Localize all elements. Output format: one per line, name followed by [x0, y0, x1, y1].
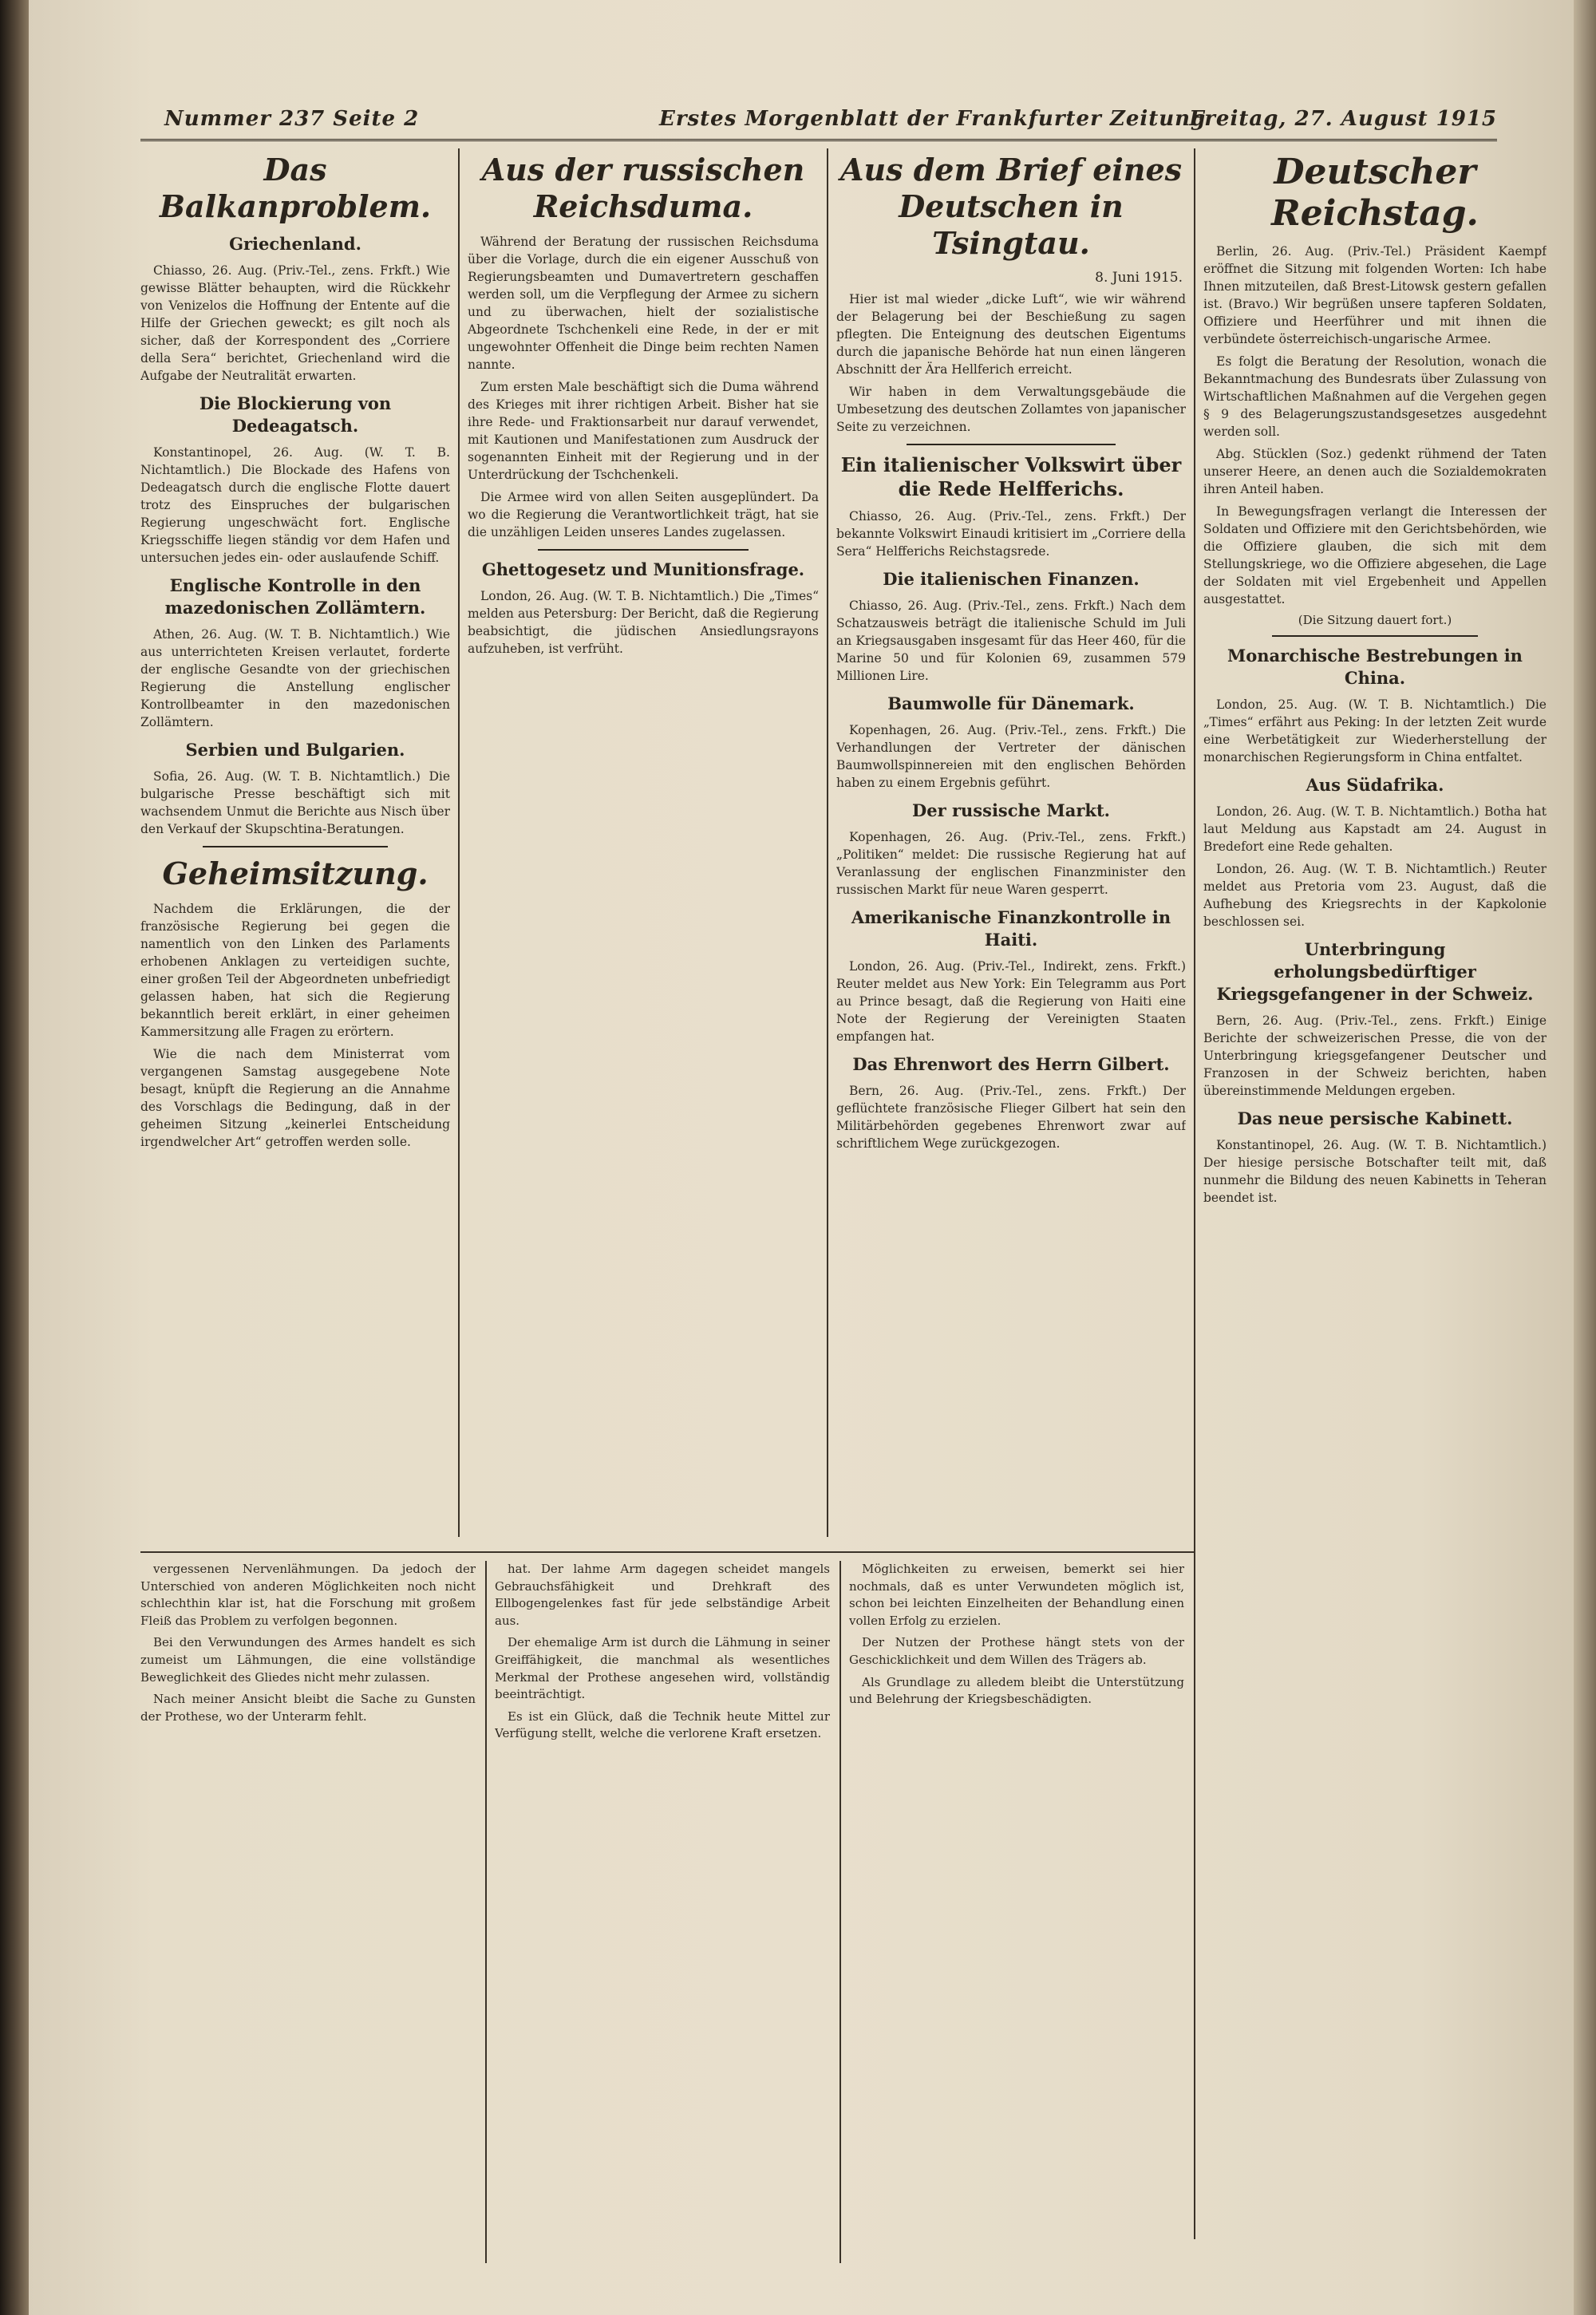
- article-paragraph: London, 26. Aug. (W. T. B. Nichtamtlich.) Die „Times“ melden aus Petersburg: Der Bericht, daß die Regierung beabsichtigt, die jüdischen Ansiedlungsrayons aufzuheben, ist verfrüht.: [468, 589, 819, 656]
- column-tsingtau: [836, 148, 1186, 1545]
- section-divider: [203, 846, 389, 847]
- column-rule: [458, 148, 460, 1537]
- article-paragraph: Chiasso, 26. Aug. (Priv.-Tel., zens. Frkft.) Der bekannte Volkswirt Einaudi kritisiert im „Corriere della Sera“ Helfferichs Reichstagsrede.: [836, 509, 1186, 559]
- newspaper-page: [29, 0, 1574, 2315]
- subhead-zollaemter: Englische Kontrolle in den mazedonischen Zollämtern.: [164, 575, 426, 618]
- article-paragraph: London, 26. Aug. (W. T. B. Nichtamtlich.) Reuter meldet aus Pretoria vom 23. August, daß die Aufhebung des Kriegsrechts in der Kapkolonie beschlossen sei.: [1203, 862, 1547, 929]
- feuilleton-paragraph: Der ehemalige Arm ist durch die Lähmung in seiner Greiffähigkeit, die manchmal als wesentliches Merkmal der Prothese angesehen wird, vollständig beeinträchtigt.: [495, 1635, 830, 1702]
- feuilleton-paragraph: Der Nutzen der Prothese hängt stets von der Geschicklichkeit und dem Willen des Trägers ab.: [849, 1635, 1184, 1667]
- section-divider: [538, 549, 749, 551]
- subhead-haiti: Amerikanische Finanzkontrolle in Haiti.: [851, 907, 1171, 950]
- feuilleton-paragraph: Es ist ein Glück, daß die Technik heute Mittel zur Verfügung stellt, welche die verlorene Kraft ersetzen.: [495, 1709, 830, 1741]
- feuilleton-column-3: [849, 1561, 1184, 2263]
- article-paragraph: Nachdem die Erklärungen, die der französische Regierung bei gegen die namentlich von den Linken des Parlaments erhobenen Anklagen zu verteidigen suchte, einer großen Teil der Abgeordneten unbefriedigt gelassen haben, hat sich die Regierung bekanntlich bereit erklärt, in einer geheimen Kammersitzung alle Fragen zu erörtern.: [140, 902, 450, 1039]
- subhead-serbia: Serbien und Bulgarien.: [185, 740, 405, 760]
- article-paragraph: London, 26. Aug. (Priv.-Tel., Indirekt, zens. Frkft.) Reuter meldet aus New York: Ein Telegramm aus Port au Prince besagt, daß die Regierung von Haiti eine Note der Regierung der Vereinigten Staaten empfangen hat.: [836, 959, 1186, 1044]
- article-paragraph: Wie die nach dem Ministerrat vom vergangenen Samstag ausgegebene Note besagt, knüpft die Regierung an die Annahme des Vorschlags die Bedingung, daß in der geheimen Sitzung „keinerlei Entscheidung irgendwelcher Art“ getroffen werden solle.: [140, 1047, 450, 1149]
- column-rule: [839, 1561, 841, 2263]
- article-paragraph: Bern, 26. Aug. (Priv.-Tel., zens. Frkft.) Der geflüchtete französische Flieger Gilbert hat sein den Militärbehörden gegebenes Ehrenwort zwar auf schriftlichem Wege zurückgezogen.: [836, 1084, 1186, 1151]
- article-paragraph: Während der Beratung der russischen Reichsduma über die Vorlage, durch die ein eigener Ausschuß von Regierungsbeamten und Dumavertretern geschaffen werden soll, um die Verpflegung der Armee zu sichern und zu überwachen, hielt der sozialistische Abgeordnete Tschchenkeli eine Rede, in der er mit ungewohnter Offenheit die Dinge beim rechten Namen nannte.: [468, 235, 819, 372]
- subhead-gilbert: Das Ehrenwort des Herrn Gilbert.: [852, 1054, 1170, 1074]
- section-divider: [907, 444, 1116, 445]
- article-paragraph: London, 25. Aug. (W. T. B. Nichtamtlich.) Die „Times“ erfährt aus Peking: In der letzten Zeit wurde eine Werbetätigkeit zur Wiederherstellung der monarchischen Regierungsform in China entfaltet.: [1203, 697, 1547, 764]
- feuilleton-paragraph: vergessenen Nervenlähmungen. Da jedoch der Unterschied von anderen Möglichkeiten noch nicht schlechthin klar ist, hat die Forschung mit großem Fleiß das Problem zu verfolgen begonnen.: [140, 1562, 476, 1628]
- headline-balkan: Das Balkanproblem.: [159, 152, 432, 224]
- article-paragraph: Es folgt die Beratung der Resolution, wonach die Bekanntmachung des Bundesrats über Zulassung von Wirtschaftlichen Maßnahmen auf die Vergehen gegen § 9 des Belagerungszustandsgesetzes ausgedehnt werden soll.: [1203, 354, 1547, 439]
- masthead-line: [140, 102, 1497, 141]
- page-edge: [1574, 0, 1596, 2315]
- article-paragraph: Chiasso, 26. Aug. (Priv.-Tel., zens. Frkft.) Wie gewisse Blätter behaupten, wird die Rückkehr von Venizelos die Hoffnung der Entente auf die Hilfe der Griechen geweckt; es gilt noch als sicher, daß der Korrespondent des „Corriere della Sera“ berichtet, Griechenland wird die Aufgabe der Neutralität erwarten.: [140, 263, 450, 383]
- section-divider: [1272, 635, 1478, 637]
- article-paragraph: Athen, 26. Aug. (W. T. B. Nichtamtlich.) Wie aus unterrichteten Kreisen verlautet, forderte der englische Gesandte von der griechischen Regierung die Anstellung englischer Kontrollbeamter in den mazedonischen Zollämtern.: [140, 627, 450, 729]
- column-duma: [468, 148, 819, 1545]
- feuilleton-paragraph: hat. Der lahme Arm dagegen scheidet mangels Gebrauchsfähigkeit und Drehkraft des Ellbogengelenkes fast für jede selbständige Arbeit aus.: [495, 1562, 830, 1628]
- article-paragraph: Konstantinopel, 26. Aug. (W. T. B. Nichtamtlich.) Der hiesige persische Botschafter teilt mit, daß nunmehr die Bildung des neuen Kabinetts in Teheran beendet ist.: [1203, 1138, 1547, 1205]
- column-rule: [485, 1561, 487, 2263]
- newspaper-title: Erstes Morgenblatt der Frankfurter Zeitung: [659, 107, 1207, 131]
- subhead-einaudi: Ein italienischer Volkswirt über die Rede Helfferichs.: [840, 453, 1182, 500]
- subhead-dedeagatsch: Die Blockierung von Dedeagatsch.: [199, 393, 392, 436]
- column-rule: [1194, 148, 1195, 2239]
- article-paragraph: In Bewegungsfragen verlangt die Interessen der Soldaten und Offiziere mit den Gerichtsbehörden, wie die Offiziere glauben, die sich mit dem Stellungskriege, wo die Offiziere abgesehen, die Lage der Soldaten mit viel Ergebenheit und Appellen ausgestattet.: [1203, 504, 1547, 606]
- subhead-finanzen: Die italienischen Finanzen.: [883, 569, 1140, 589]
- session-note: (Die Sitzung dauert fort.): [1298, 613, 1452, 627]
- headline-tsingtau: Aus dem Brief eines Deutschen in Tsingtau.: [839, 152, 1183, 261]
- feuilleton-column-2: [495, 1561, 830, 2263]
- feuilleton-paragraph: Bei den Verwundungen des Armes handelt es sich zumeist um Lähmungen, die eine vollständige Beweglichkeit des Gliedes nicht mehr zulassen.: [140, 1635, 476, 1685]
- article-paragraph: Chiasso, 26. Aug. (Priv.-Tel., zens. Frkft.) Nach dem Schatzausweis beträgt die italienische Schuld im Juli an Kriegsausgaben insgesamt für das Heer 460, für die Marine 50 und für Kolonien 69, zusammen 579 Millionen Lire.: [836, 599, 1186, 683]
- subhead-ghetto: Ghettogesetz und Munitionsfrage.: [481, 559, 805, 579]
- subhead-baumwolle: Baumwolle für Dänemark.: [887, 693, 1135, 713]
- issue-number: Nummer 237 Seite 2: [164, 107, 420, 131]
- article-paragraph: Konstantinopel, 26. Aug. (W. T. B. Nichtamtlich.) Die Blockade des Hafens von Dedeagatsch durch die englische Flotte dauert trotz des Einspruches der bulgarischen Regierung ungeschwächt fort. Englische Kriegsschiffe liegen ständig vor dem Hafen und untersuchen jedes ein- oder auslaufende Schiff.: [140, 445, 450, 565]
- article-paragraph: Kopenhagen, 26. Aug. (Priv.-Tel., zens. Frkft.) Die Verhandlungen der Vertreter der dänischen Baumwollspinnereien mit den englischen Behörden haben zu einem Ergebnis geführt.: [836, 723, 1186, 790]
- article-paragraph: London, 26. Aug. (W. T. B. Nichtamtlich.) Botha hat laut Meldung aus Kapstadt am 24. August in Bredefort eine Rede gehalten.: [1203, 804, 1547, 854]
- column-rule: [827, 148, 828, 1537]
- article-paragraph: Abg. Stücklen (Soz.) gedenkt rühmend der Taten unserer Heere, an denen auch die Sozialdemokraten ihren Anteil haben.: [1203, 447, 1547, 496]
- subhead-markt: Der russische Markt.: [912, 800, 1110, 820]
- letter-date: 8. Juni 1915.: [1095, 270, 1183, 286]
- feuilleton-column-1: [140, 1561, 476, 2263]
- subhead-greece: Griechenland.: [229, 234, 361, 254]
- headline-geheimsitzung: Geheimsitzung.: [162, 855, 429, 891]
- subhead-suedafrika: Aus Südafrika.: [1306, 775, 1444, 795]
- subhead-schweiz: Unterbringung erholungsbedürftiger Kriegsgefangener in der Schweiz.: [1216, 939, 1534, 1004]
- feuilleton-paragraph: Möglichkeiten zu erweisen, bemerkt sei hier nochmals, daß es unter Verwundeten möglich ist, schon bei leichten Einzelheiten der Behandlung einen vollen Erfolg zu erzielen.: [849, 1562, 1184, 1628]
- column-balkan: [140, 148, 450, 1545]
- article-paragraph: Kopenhagen, 26. Aug. (Priv.-Tel., zens. Frkft.) „Politiken“ meldet: Die russische Regierung hat auf Veranlassung der englischen Finanzminister den russischen Markt für neue Waren gesperrt.: [836, 830, 1186, 897]
- article-paragraph: Wir haben in dem Verwaltungsgebäude die Umbesetzung des deutschen Zollamtes von japanischer Seite zu verzeichnen.: [836, 385, 1186, 434]
- article-paragraph: Berlin, 26. Aug. (Priv.-Tel.) Präsident Kaempf eröffnet die Sitzung mit folgenden Worten: Ich habe Ihnen mitzuteilen, daß Brest-Litowsk gestern gefallen ist. (Bravo.) Wir begrüßen unsere tapferen Soldaten, Offiziere und Heerführer und mit ihnen die verbündete österreichisch-ungarische Armee.: [1203, 244, 1547, 346]
- headline-reichstag: Deutscher Reichstag.: [1271, 152, 1479, 234]
- feuilleton-rule: [140, 1551, 1194, 1553]
- issue-date: Freitag, 27. August 1915: [1189, 107, 1497, 131]
- article-paragraph: Die Armee wird von allen Seiten ausgeplündert. Da wo die Regierung die Verantwortlichkeit trägt, hat sie die unzähligen Leiden unseres Landes zugelassen.: [468, 490, 819, 539]
- feuilleton-paragraph: Nach meiner Ansicht bleibt die Sache zu Gunsten der Prothese, wo der Unterarm fehlt.: [140, 1692, 476, 1724]
- article-paragraph: Zum ersten Male beschäftigt sich die Duma während des Krieges mit ihrer richtigen Arbeit. Bisher hat sie ihre Rede- und Fraktionsarbeit nur darauf verwendet, mit Kautionen und Manifestationen zum Ausdruck der sogenannten Einheit mit der Regierung und in der Unterdrückung der Tschchenkeli.: [468, 380, 819, 482]
- feuilleton-paragraph: Als Grundlage zu alledem bleibt die Unterstützung und Belehrung der Kriegsbeschädigten.: [849, 1674, 1184, 1707]
- book-spine: [0, 0, 29, 2315]
- column-reichstag: [1203, 148, 1547, 2239]
- headline-duma: Aus der russischen Reichsduma.: [481, 152, 805, 224]
- subhead-persien: Das neue persische Kabinett.: [1237, 1108, 1513, 1128]
- article-paragraph: Hier ist mal wieder „dicke Luft“, wie wir während der Belagerung bei der Beschießung zu sagen pflegten. Die Enteignung des deutschen Eigentums durch die japanische Behörde hat nun einen längeren Abschnitt der Ära Hellferich erreicht.: [836, 292, 1186, 377]
- subhead-china: Monarchische Bestrebungen in China.: [1227, 646, 1523, 688]
- article-paragraph: Bern, 26. Aug. (Priv.-Tel., zens. Frkft.) Einige Berichte der schweizerischen Presse, die von der Unterbringung kriegsgefangener Deutscher und Franzosen in der Schweiz berichten, haben übereinstimmende Meldungen ergeben.: [1203, 1013, 1547, 1098]
- article-paragraph: Sofia, 26. Aug. (W. T. B. Nichtamtlich.) Die bulgarische Presse beschäftigt sich mit wachsendem Unmut die Berichte aus Nisch über den Verkauf der Skupschtina-Beratungen.: [140, 769, 450, 836]
